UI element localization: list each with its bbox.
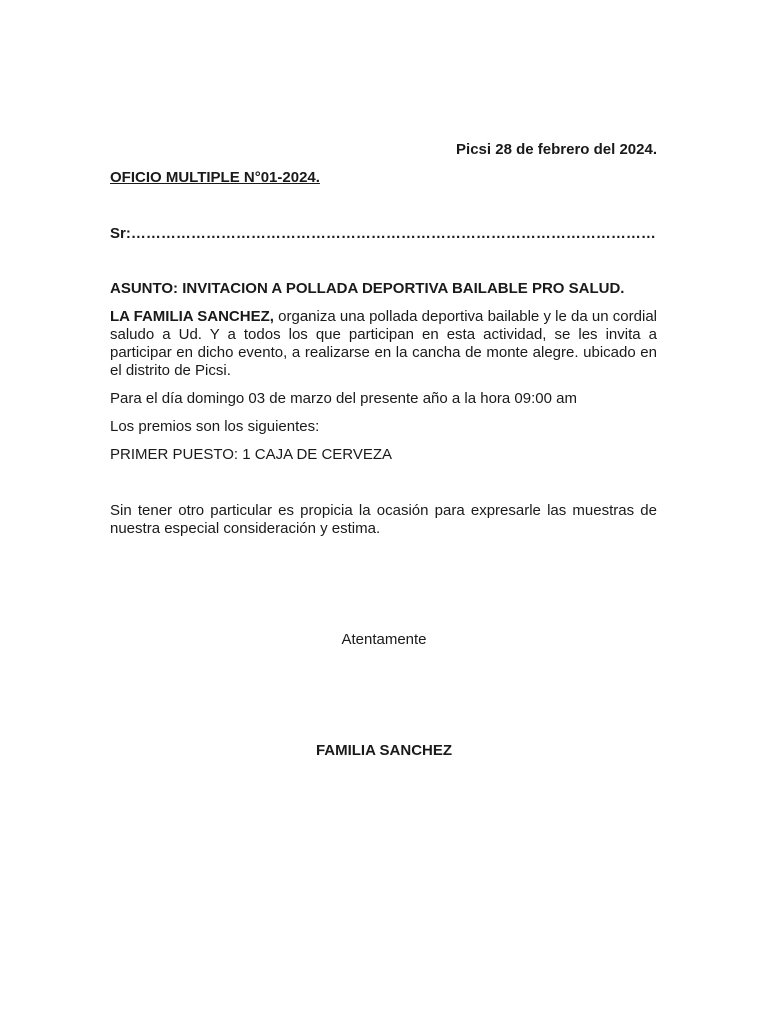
body-paragraph xyxy=(110,308,657,380)
closing-paragraph: Sin tener otro particular es propicia la ocasión para expresarle las muestras de nuestra especial consideración y estima. xyxy=(110,502,657,537)
body-text: organiza una pollada deportiva bailable y le da un cordial saludo a Ud. Y a todos los que participan en esta actividad, se les invita a participar en dicho evento, a realizarse en la cancha de monte alegre. ubicado en el distrito de Picsi. xyxy=(110,308,657,379)
first-prize: PRIMER PUESTO: 1 CAJA DE CERVEZA xyxy=(110,446,393,463)
letter-reference: OFICIO MULTIPLE N°01-2024. xyxy=(110,169,320,186)
valediction: Atentamente xyxy=(341,631,427,648)
event-date-line: Para el día domingo 03 de marzo del presente año a la hora 09:00 am xyxy=(110,390,577,407)
body-lead: LA FAMILIA SANCHEZ, xyxy=(110,308,274,325)
recipient-line: Sr:…………………………………………………………………………………………… xyxy=(110,225,656,242)
letter-date: Picsi 28 de febrero del 2024. xyxy=(456,141,657,158)
signature: FAMILIA SANCHEZ xyxy=(315,742,453,759)
letter-subject: ASUNTO: INVITACION A POLLADA DEPORTIVA BAILABLE PRO SALUD. xyxy=(110,280,625,297)
prizes-intro: Los premios son los siguientes: xyxy=(110,418,320,435)
